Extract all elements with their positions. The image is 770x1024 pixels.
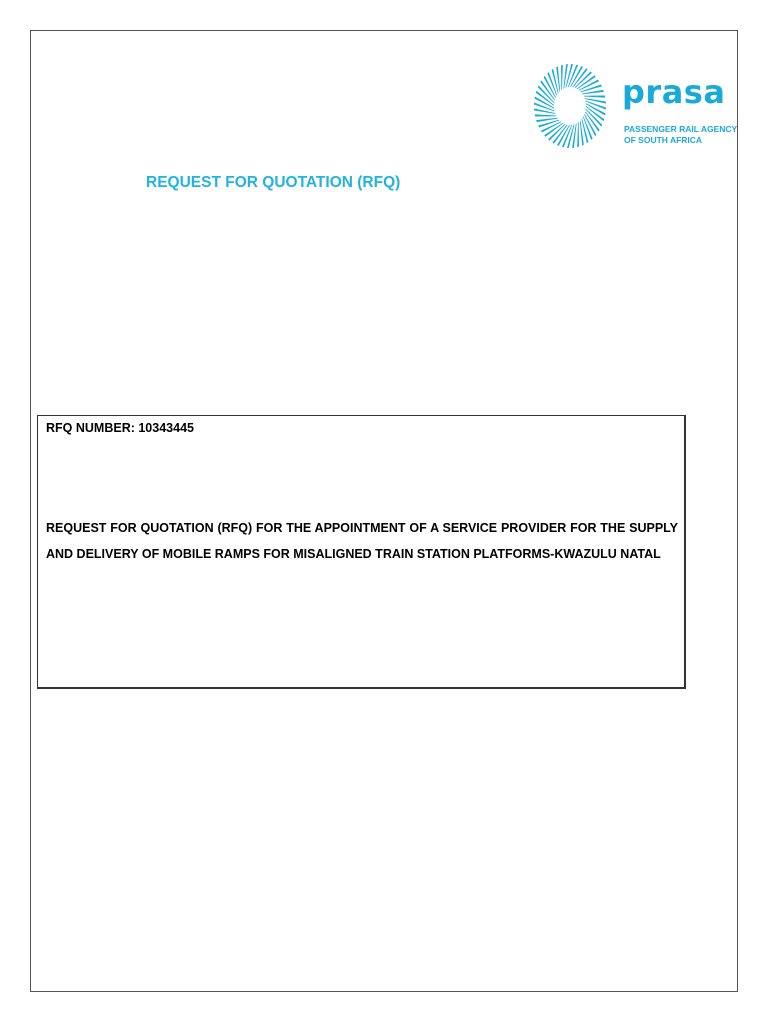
logo-tagline-line2: OF SOUTH AFRICA [624,135,703,145]
prasa-logo [532,62,752,152]
ring-stroke [577,122,579,147]
logo-tagline [624,124,737,146]
ring-stroke [563,64,568,89]
rfq-number: RFQ NUMBER: 10343445 [46,421,194,435]
logo-wordmark: prasa [622,73,726,111]
ring-stroke [561,65,563,90]
ring-stroke [535,114,557,116]
prasa-ring-emblem-icon [532,62,608,150]
ring-stroke [534,108,555,113]
rfq-description: REQUEST FOR QUOTATION (RFQ) FOR THE APPOINTMENT OF A SERVICE PROVIDER FOR THE SUPPLY AND DELIVERY OF MOBILE RAMPS FOR MISALIGNED TRAIN STATION PLATFORMS-KWAZULU NATAL [46,521,678,561]
rfq-details-box [37,415,686,689]
ring-stroke [583,96,605,98]
logo-tagline-line1: PASSENGER RAIL AGENCY [624,124,738,134]
document-title: REQUEST FOR QUOTATION (RFQ) [146,174,401,191]
ring-stroke [585,98,606,103]
ring-stroke [572,123,577,148]
